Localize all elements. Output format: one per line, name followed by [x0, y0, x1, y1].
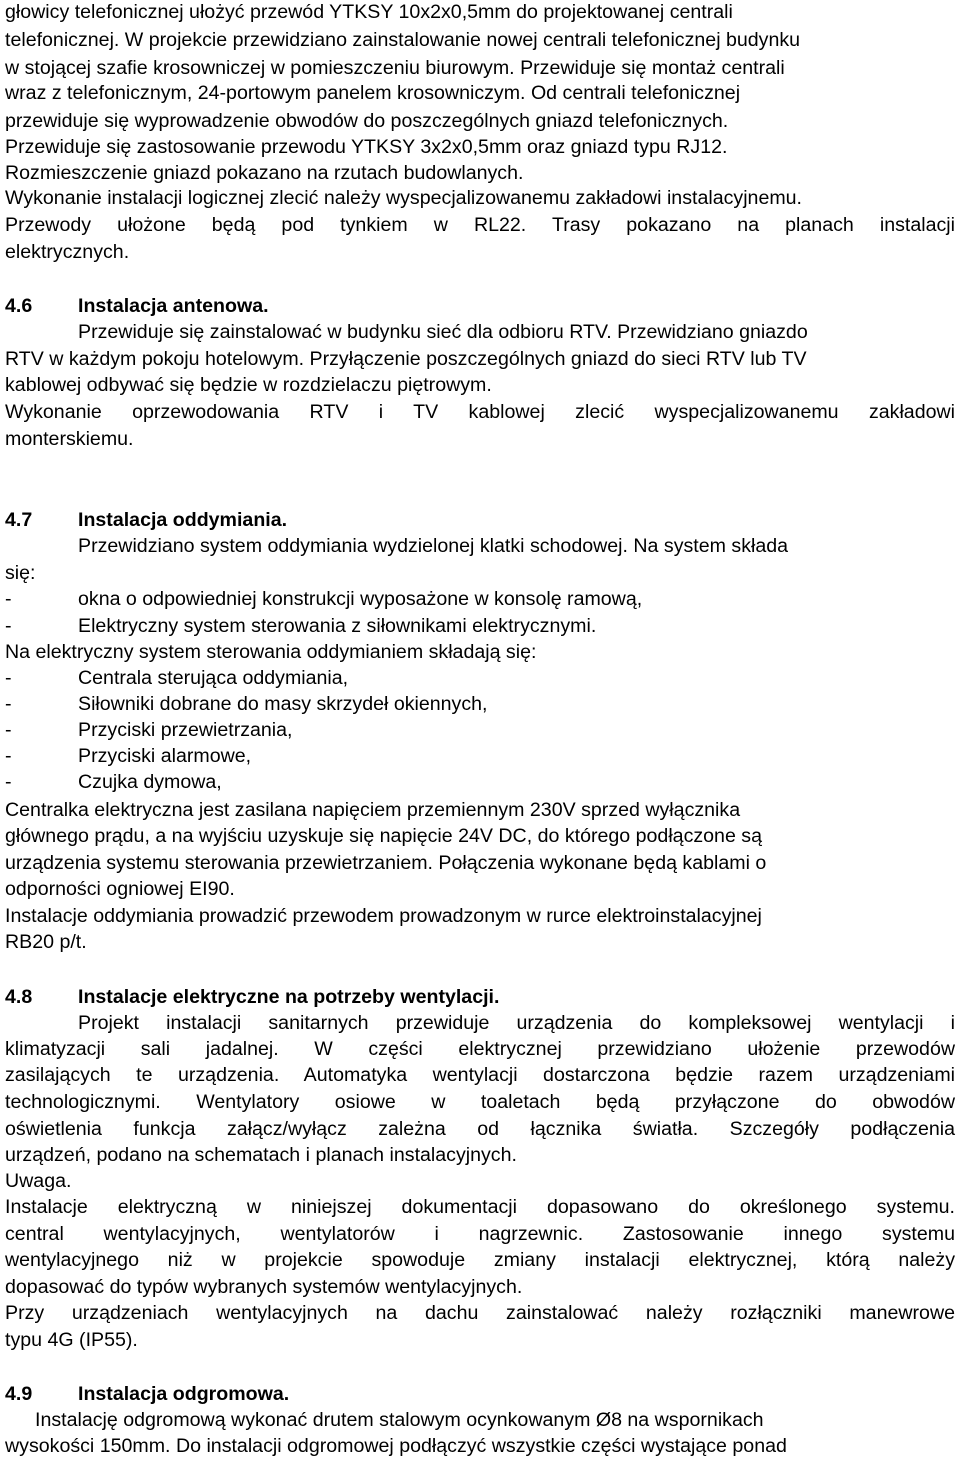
- paragraph-line: Instalacje oddymiania prowadzić przewodem prowadzonym w rurce elektroinstalacyjnej: [5, 905, 762, 927]
- list-bullet: -: [5, 615, 12, 637]
- intro-line: w stojącej szafie krosowniczej w pomieszczeniu biurowym. Przewiduje się montaż centrali: [5, 57, 785, 79]
- intro-line: głowicy telefonicznej ułożyć przewód YTKSY 10x2x0,5mm do projektowanej centrali: [5, 1, 733, 23]
- list-item: Siłowniki dobrane do masy skrzydeł okiennych,: [78, 693, 488, 715]
- paragraph-line: dopasować do typów wybranych systemów wentylacyjnych.: [5, 1276, 523, 1298]
- paragraph-line: Przewiduje się zainstalować w budynku sieć dla odbioru RTV. Przewidziano gniazdo: [78, 321, 808, 343]
- paragraph-line: Projekt instalacji sanitarnych przewiduje urządzenia do kompleksowej wentylacji i: [78, 1012, 955, 1034]
- list-bullet: -: [5, 719, 12, 741]
- intro-line: wraz z telefonicznym, 24-portowym panelem krosowniczym. Od centrali telefonicznej: [5, 82, 741, 104]
- paragraph-line: Instalacje elektryczną w niniejszej dokumentacji dopasowano do określonego systemu.: [5, 1196, 955, 1218]
- paragraph-line: wentylacyjnego niż w projekcie spowoduje zmiany instalacji elektrycznej, którą należy: [5, 1249, 955, 1271]
- paragraph-line: urządzenia systemu sterowania przewietrzaniem. Połączenia wykonane będą kablami o: [5, 852, 767, 874]
- section-title: Instalacje elektryczne na potrzeby wentylacji.: [78, 986, 500, 1008]
- paragraph-line: RTV w każdym pokoju hotelowym. Przyłączenie poszczególnych gniazd do sieci RTV lub TV: [5, 348, 807, 370]
- paragraph-line: typu 4G (IP55).: [5, 1329, 138, 1351]
- section-number: 4.8: [5, 986, 33, 1008]
- paragraph-line: central wentylacyjnych, wentylatorów i nagrzewnic. Zastosowanie innego systemu: [5, 1223, 955, 1245]
- list-item: Przyciski przewietrzania,: [78, 719, 293, 741]
- intro-line: Przewody ułożone będą pod tynkiem w RL22. Trasy pokazano na planach instalacji: [5, 214, 955, 236]
- intro-line: Rozmieszczenie gniazd pokazano na rzutach budowlanych.: [5, 162, 524, 184]
- intro-line: telefonicznej. W projekcie przewidziano zainstalowanie nowej centrali telefonicznej budynku: [5, 29, 801, 51]
- paragraph-line: Na elektryczny system sterowania oddymianiem składają się:: [5, 641, 537, 663]
- paragraph-line: Przy urządzeniach wentylacyjnych na dachu zainstalować należy rozłączniki manewrowe: [5, 1302, 955, 1324]
- section-number: 4.7: [5, 509, 33, 531]
- paragraph-line: urządzeń, podano na schematach i planach instalacyjnych.: [5, 1144, 517, 1166]
- list-item: Czujka dymowa,: [78, 771, 222, 793]
- list-bullet: -: [5, 771, 12, 793]
- paragraph-line: RB20 p/t.: [5, 931, 87, 953]
- list-item: Elektryczny system sterowania z siłownikami elektrycznymi.: [78, 615, 597, 637]
- paragraph-line: Uwaga.: [5, 1170, 72, 1192]
- paragraph-line: odporności ogniowej EI90.: [5, 878, 235, 900]
- paragraph-line: Przewidziano system oddymiania wydzielonej klatki schodowej. Na system składa: [78, 535, 789, 557]
- list-bullet: -: [5, 693, 12, 715]
- list-bullet: -: [5, 667, 12, 689]
- paragraph-line: się:: [5, 562, 36, 584]
- list-bullet: -: [5, 745, 12, 767]
- intro-line: Przewiduje się zastosowanie przewodu YTKSY 3x2x0,5mm oraz gniazd typu RJ12.: [5, 136, 728, 158]
- paragraph-line: technologicznymi. Wentylatory osiowe w toaletach będą przyłączone do obwodów: [5, 1091, 955, 1113]
- paragraph-line: oświetlenia funkcja załącz/wyłącz zależna od łącznika światła. Szczegóły podłączenia: [5, 1118, 955, 1140]
- paragraph-line: wysokości 150mm. Do instalacji odgromowej podłączyć wszystkie części wystające ponad: [5, 1435, 787, 1457]
- list-item: Centrala sterująca oddymiania,: [78, 667, 349, 689]
- section-title: Instalacja odgromowa.: [78, 1383, 290, 1405]
- section-title: Instalacja antenowa.: [78, 295, 269, 317]
- section-number: 4.6: [5, 295, 33, 317]
- paragraph-line: klimatyzacji sali jadalnej. W części elektrycznej przewidziano ułożenie przewodów: [5, 1038, 955, 1060]
- intro-line: elektrycznych.: [5, 241, 130, 263]
- list-item: okna o odpowiedniej konstrukcji wyposażone w konsolę ramową,: [78, 588, 643, 610]
- paragraph-line: kablowej odbywać się będzie w rozdzielaczu piętrowym.: [5, 374, 492, 396]
- list-item: Przyciski alarmowe,: [78, 745, 252, 767]
- paragraph-line: zasilających te urządzenia. Automatyka wentylacji dostarczona będzie razem urządzeniami: [5, 1064, 955, 1086]
- intro-line: przewiduje się wyprowadzenie obwodów do poszczególnych gniazd telefonicznych.: [5, 110, 729, 132]
- intro-line: Wykonanie instalacji logicznej zlecić należy wyspecjalizowanemu zakładowi instalacyjnemu.: [5, 187, 803, 209]
- paragraph-line: monterskiemu.: [5, 428, 134, 450]
- list-bullet: -: [5, 588, 12, 610]
- paragraph-line: Wykonanie oprzewodowania RTV i TV kablowej zlecić wyspecjalizowanemu zakładowi: [5, 401, 955, 423]
- paragraph-line: Centralka elektryczna jest zasilana napięciem przemiennym 230V sprzed wyłącznika: [5, 799, 741, 821]
- section-title: Instalacja oddymiania.: [78, 509, 288, 531]
- paragraph-line: głównego prądu, a na wyjściu uzyskuje się napięcie 24V DC, do którego podłączone są: [5, 825, 762, 847]
- section-number: 4.9: [5, 1383, 33, 1405]
- paragraph-line: Instalację odgromową wykonać drutem stalowym ocynkowanym Ø8 na wspornikach: [35, 1409, 764, 1431]
